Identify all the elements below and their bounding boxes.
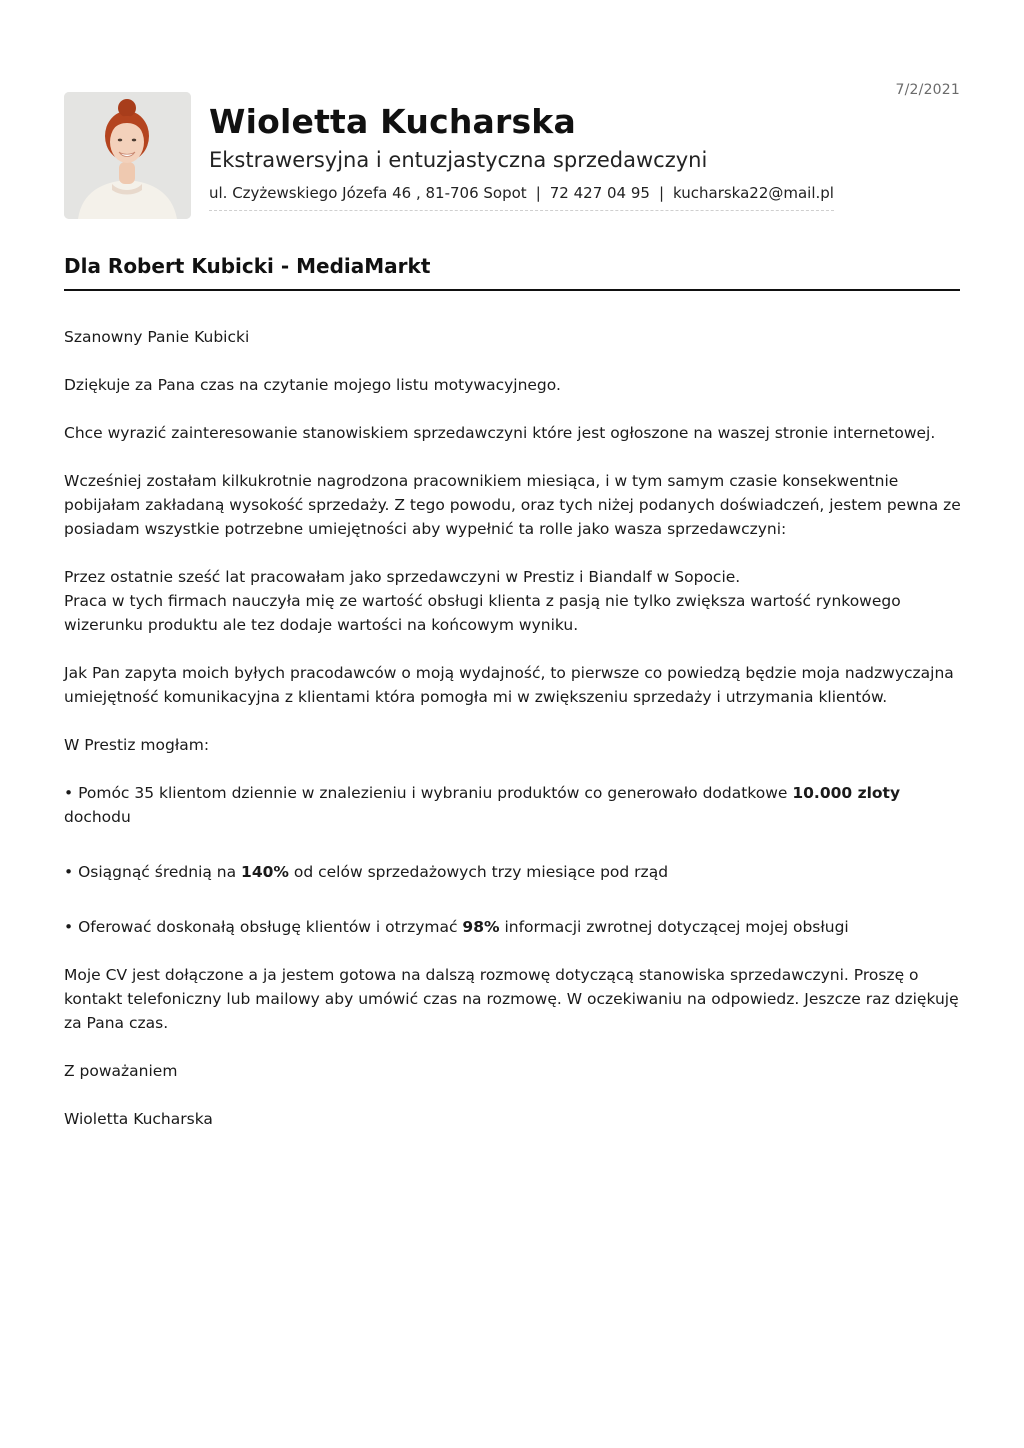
- letter-paragraph: Przez ostatnie sześć lat pracowałam jako sprzedawczyni w Prestiz i Biandalf w Sopocie.: [64, 568, 741, 586]
- letter-paragraph: Moje CV jest dołączone a ja jestem gotowa na dalszą rozmowę dotyczącą stanowiska sprzedawczyni. Proszę o kontakt telefoniczny lub mailowy aby umówić czas na rozmowę. W oczekiwaniu na odpowiedz. Jeszcze raz dziękuję za Pana czas.: [64, 966, 959, 1032]
- letter-paragraph: Wcześniej zostałam kilkukrotnie nagrodzona pracownikiem miesiąca, i w tym samym czasie konsekwentnie pobijałam zakładaną wysokość sprzedaży. Z tego powodu, oraz tych niżej podanych doświadczeń, jestem pewna ze posiadam wszystkie potrzebne umiejętności aby wypełnić ta rolle jako wasza sprzedawczyni:: [64, 472, 961, 538]
- letter-body: [64, 325, 964, 1155]
- profile-photo: [64, 92, 191, 219]
- achievement-bullet: • Oferować doskonałą obsługę klientów i otrzymać 98% informacji zwrotnej dotyczącej mojej obsługi: [64, 918, 849, 936]
- applicant-tagline: Ekstrawersyjna i entuzjastyczna sprzedawczyni: [209, 148, 708, 172]
- letter-paragraph: Praca w tych firmach nauczyła mię ze wartość obsługi klienta z pasją nie tylko zwiększa wartość rynkowego wizerunku produktu ale tez dodaje wartości na końcowym wyniku.: [64, 592, 901, 634]
- contact-email: kucharska22@mail.pl: [673, 184, 834, 202]
- achievement-bullet: • Osiągnąć średnią na 140% od celów sprzedażowych trzy miesiące pod rząd: [64, 863, 669, 881]
- contact-line: [209, 182, 834, 211]
- achievement-highlight: 98%: [462, 918, 500, 936]
- letter-paragraph: Jak Pan zapyta moich byłych pracodawców o moją wydajność, to pierwsze co powiedzą będzie moja nadzwyczajna umiejętność komunikacyjna z klientami która pomogła mi w zwiększeniu sprzedaży i utrzymania klientów.: [64, 664, 954, 706]
- header-block: [209, 100, 834, 211]
- contact-separator: |: [535, 184, 541, 202]
- achievement-bullet: • Pomóc 35 klientom dziennie w znalezieniu i wybraniu produktów co generowało dodatkowe 10.000 zloty dochodu: [64, 784, 901, 826]
- letter-greeting: Szanowny Panie Kubicki: [64, 328, 250, 346]
- applicant-name: Wioletta Kucharska: [209, 102, 576, 141]
- contact-separator: |: [658, 184, 665, 202]
- document-date: 7/2/2021: [895, 82, 960, 98]
- letter-paragraph: Dziękuje za Pana czas na czytanie mojego listu motywacyjnego.: [64, 376, 561, 394]
- contact-address: ul. Czyżewskiego Józefa 46 , 81-706 Sopot: [209, 184, 527, 202]
- letter-signature: Wioletta Kucharska: [64, 1110, 213, 1128]
- letter-paragraph: Chce wyrazić zainteresowanie stanowiskiem sprzedawczyni które jest ogłoszone na waszej stronie internetowej.: [64, 424, 936, 442]
- letter-closing: Z poważaniem: [64, 1062, 178, 1080]
- letter-paragraph: W Prestiz mogłam:: [64, 736, 210, 754]
- recipient-title: Dla Robert Kubicki - MediaMarkt: [64, 252, 960, 291]
- achievement-highlight: 140%: [241, 863, 289, 881]
- achievement-highlight: 10.000 zloty: [792, 784, 901, 802]
- contact-phone: 72 427 04 95: [549, 184, 650, 202]
